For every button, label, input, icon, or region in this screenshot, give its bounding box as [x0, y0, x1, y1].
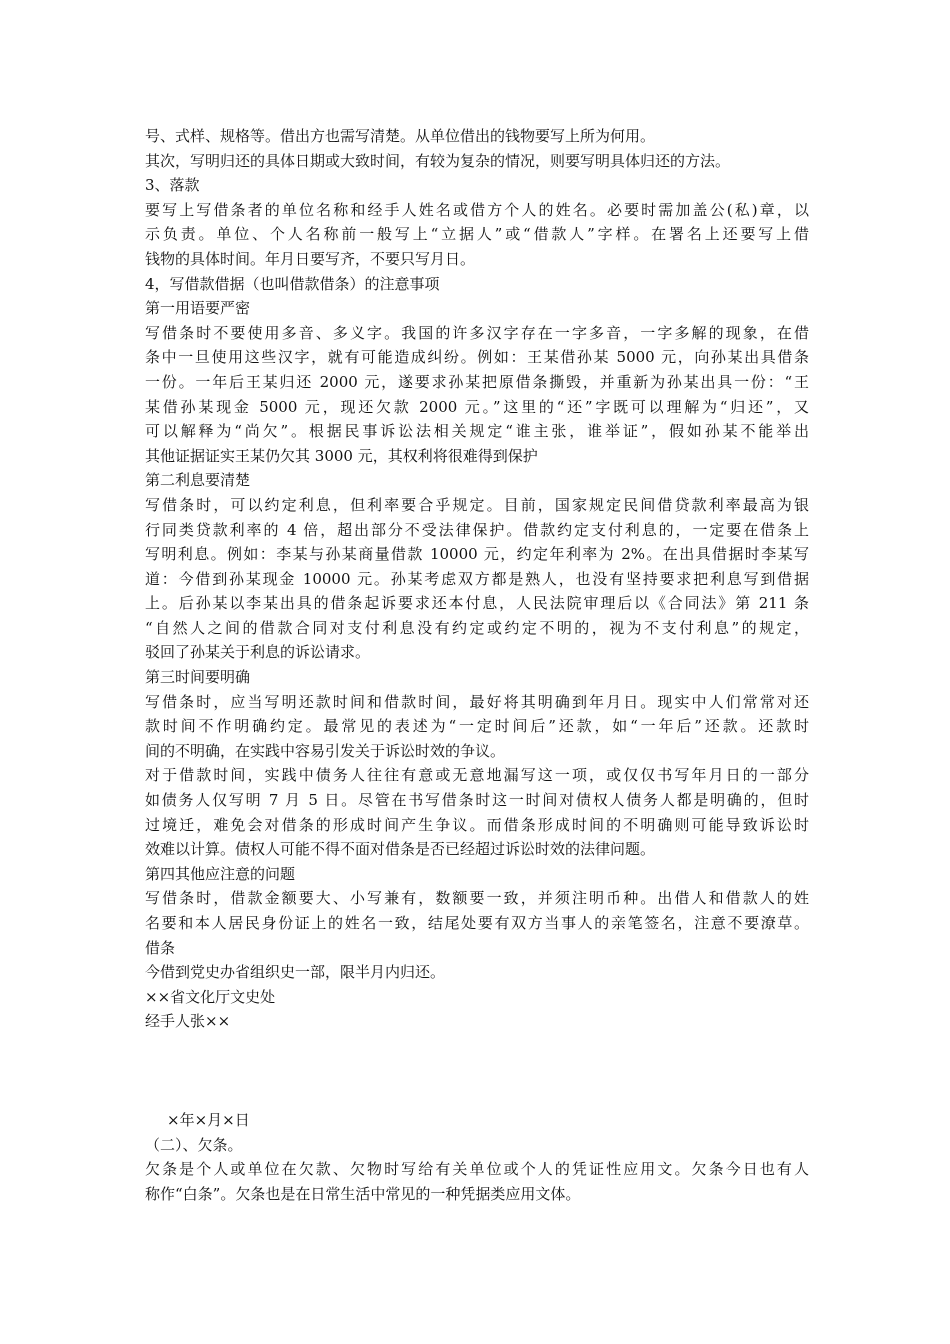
text-line: 名要和本人居民身份证上的姓名一致，结尾处要有双方当事人的亲笔签名，注意不要潦草。	[145, 914, 809, 932]
text-line: 写明利息。例如：李某与孙某商量借款 10000 元，约定年利率为 2%。在出具借据时李某写	[145, 545, 809, 564]
text-line: 对于借款时间，实践中债务人往往有意或无意地漏写这一项，或仅仅书写年月日的一部分	[145, 766, 809, 785]
text-line: 道：今借到孙某现金 10000 元。孙某考虑双方都是熟人，也没有坚持要求把利息写到借据	[145, 569, 809, 588]
text-line: 第二利息要清楚	[145, 471, 251, 490]
document-body	[145, 124, 809, 1206]
text-line: 款时间不作明确约定。最常见的表述为“一定时间后”还款，如“一年后”还款。还款时	[145, 717, 809, 736]
text-line: 行同类贷款利率的 4 倍，超出部分不受法律保护。借款约定支付利息的，一定要在借条上	[145, 520, 809, 539]
text-line: 示负责。单位、个人名称前一般写上“立据人”或“借款人”字样。在署名上还要写上借	[145, 225, 809, 244]
text-line: 写借条时，可以约定利息，但利率要合乎规定。目前，国家规定民间借贷款利率最高为银	[145, 495, 809, 514]
text-line: 某借孙某现金 5000 元，现还欠款 2000 元。”这里的“还”字既可以理解为“归还”，又	[145, 397, 809, 416]
text-line: 写借条时不要使用多音、多义字。我国的许多汉字存在一字多音，一字多解的现象，在借	[145, 323, 809, 342]
text-line: 3、落款	[145, 176, 200, 195]
text-line: “自然人之间的借款合同对支付利息没有约定或约定不明的，视为不支付利息”的规定，	[145, 618, 809, 637]
text-line: （二）、欠条。	[145, 1135, 243, 1154]
tail-text-block	[145, 1133, 809, 1207]
text-line: 可以解释为“尚欠”。根据民事诉讼法相关规定“谁主张，谁举证”，假如孙某不能举出	[145, 422, 809, 441]
text-line: 间的不明确，在实践中容易引发关于诉讼时效的争议。	[145, 741, 506, 760]
text-line: 号、式样、规格等。借出方也需写清楚。从单位借出的钱物要写上所为何用。	[145, 127, 656, 145]
text-line: 写借条时，应当写明还款时间和借款时间，最好将其明确到年月日。现实中人们常常对还	[145, 692, 809, 711]
text-line: 写借条时，借款金额要大、小写兼有，数额要一致，并须注明币种。出借人和借款人的姓	[145, 889, 809, 908]
text-line: 驳回了孙某关于利息的诉讼请求。	[145, 643, 371, 662]
text-line: 第四其他应注意的问题	[145, 864, 296, 883]
text-line: 经手人张××	[145, 1012, 231, 1031]
date-line: ×年×月×日	[167, 1110, 250, 1129]
blank-space	[145, 1034, 809, 1108]
text-line: 借条	[145, 938, 176, 957]
text-line: 如债务人仅写明 7 月 5 日。尽管在书写借条时这一时间对债权人债务人都是明确的，但时	[145, 791, 809, 810]
text-line: 称作“白条”。欠条也是在日常生活中常见的一种凭据类应用文体。	[145, 1184, 581, 1203]
text-line: 一份。一年后王某归还 2000 元，遂要求孙某把原借条撕毁，并重新为孙某出具一份：“王	[145, 372, 809, 391]
text-line: 过境迁，难免会对借条的形成时间产生争议。而借条形成时间的不明确则可能导致诉讼时	[145, 815, 809, 834]
text-line: 其次，写明归还的具体日期或大致时间，有较为复杂的情况，则要写明具体归还的方法。	[145, 151, 731, 170]
text-line: 第一用语要严密	[145, 299, 251, 318]
text-line: 欠条是个人或单位在欠款、欠物时写给有关单位或个人的凭证性应用文。欠条今日也有人	[145, 1160, 809, 1179]
text-line: 第三时间要明确	[145, 668, 251, 687]
text-line: ××省文化厅文史处	[145, 987, 276, 1006]
text-line: 要写上写借条者的单位名称和经手人姓名或借方个人的姓名。必要时需加盖公(私)章，以	[145, 200, 809, 219]
text-line: 效难以计算。债权人可能不得不面对借条是否已经超过诉讼时效的法律问题。	[145, 840, 656, 859]
text-line: 条中一旦使用这些汉字，就有可能造成纠纷。例如：王某借孙某 5000 元，向孙某出具借条	[145, 348, 809, 367]
text-line: 今借到党史办省组织史一部，限半月内归还。	[145, 963, 446, 982]
text-line: 4，写借款借据（也叫借款借条）的注意事项	[145, 274, 440, 293]
text-line: 上。后孙某以李某出具的借条起诉要求还本付息，人民法院审理后以《合同法》第 211 条	[145, 594, 809, 613]
text-line: 钱物的具体时间。年月日要写齐，不要只写月日。	[145, 249, 476, 268]
main-text-block	[145, 124, 809, 1034]
text-line: 其他证据证实王某仍欠其 3000 元，其权利将很难得到保护	[145, 446, 538, 465]
